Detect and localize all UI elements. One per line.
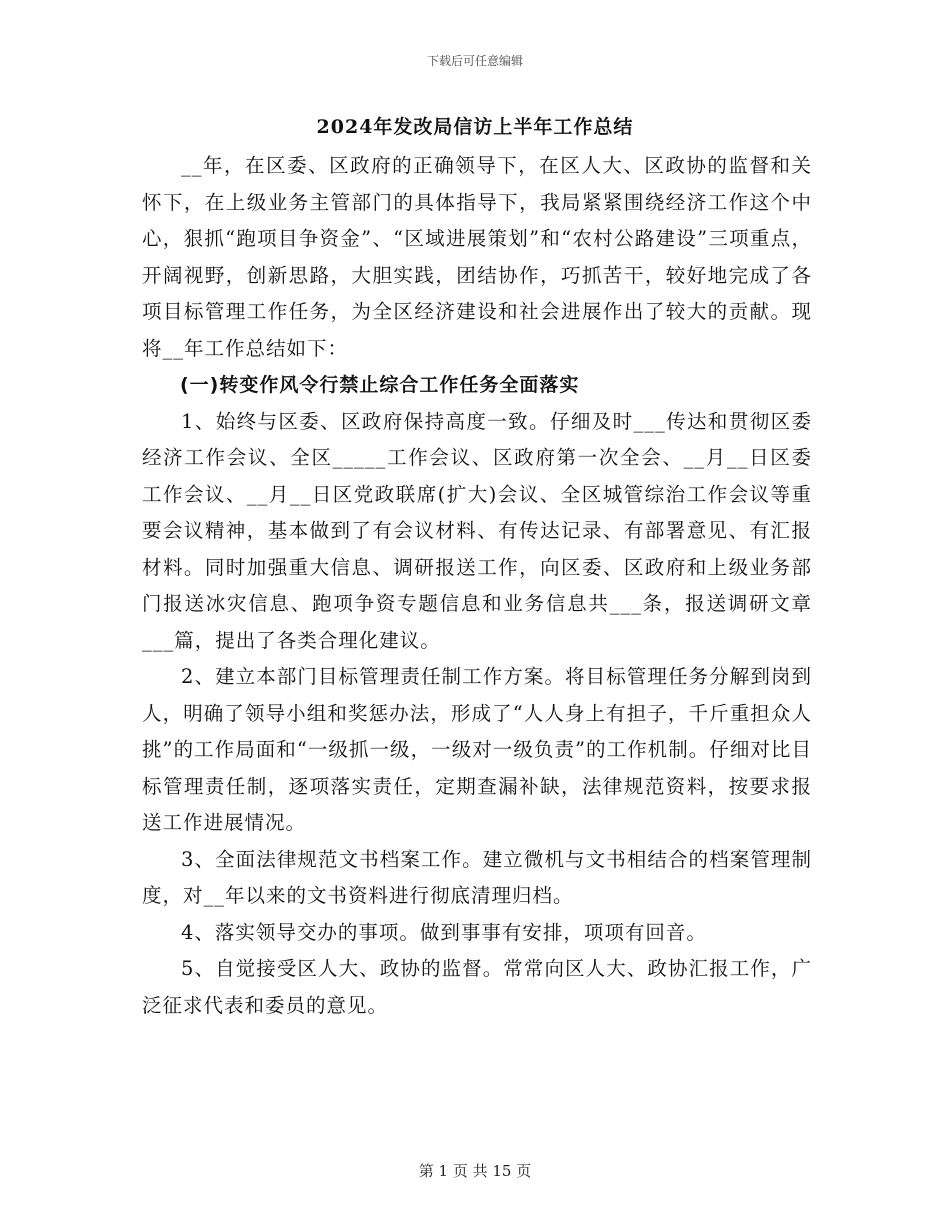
paragraph-item-3: 3、全面法律规范文书档案工作。建立微机与文书相结合的档案管理制度，对__年以来的文书资料进行彻底清理归档。 (142, 847, 812, 907)
document-title: 2024年发改局信访上半年工作总结 (316, 116, 634, 138)
document-body (142, 148, 812, 1024)
header-note: 下载后可任意编辑 (426, 54, 523, 68)
paragraph-item-2: 2、建立本部门目标管理责任制工作方案。将目标管理任务分解到岗到人，明确了领导小组和奖惩办法，形成了“人人身上有担子，千斤重担众人挑”的工作局面和“一级抓一级，一级对一级负责”的工作机制。仔细对比目标管理责任制，逐项落实责任，定期查漏补缺，法律规范资料，按要求报送工作进展情况。 (142, 665, 812, 834)
section-heading: (一)转变作风令行禁止综合工作任务全面落实 (180, 374, 580, 396)
paragraph-item-4: 4、落实领导交办的事项。做到事事有安排，项项有回音。 (181, 920, 707, 944)
paragraph-intro: __年，在区委、区政府的正确领导下，在区人大、区政协的监督和关怀下，在上级业务主管部门的具体指导下，我局紧紧围绕经济工作这个中心，狠抓“跑项目争资金”、“区域进展策划”和“农村公路建设”三项重点，开阔视野，创新思路，大胆实践，团结协作，巧抓苦干，较好地完成了各项目标管理工作任务，为全区经济建设和社会进展作出了较大的贡献。现将__年工作总结如下： (142, 154, 812, 360)
paragraph-item-5: 5、自觉接受区人大、政协的监督。常常向区人大、政协汇报工作，广泛征求代表和委员的意见。 (142, 957, 812, 1017)
paragraph-item-1: 1、始终与区委、区政府保持高度一致。仔细及时___传达和贯彻区委经济工作会议、全区_____工作会议、区政府第一次全会、__月__日区委工作会议、__月__日区党政联席(扩大)会议、全区城管综治工作会议等重要会议精神，基本做到了有会议材料、有传达记录、有部署意见、有汇报材料。同时加强重大信息、调研报送工作，向区委、区政府和上级业务部门报送冰灾信息、跑项争资专题信息和业务信息共___条，报送调研文章___篇，提出了各类合理化建议。 (142, 409, 812, 652)
page-number: 第 1 页 共 15 页 (418, 1162, 532, 1180)
